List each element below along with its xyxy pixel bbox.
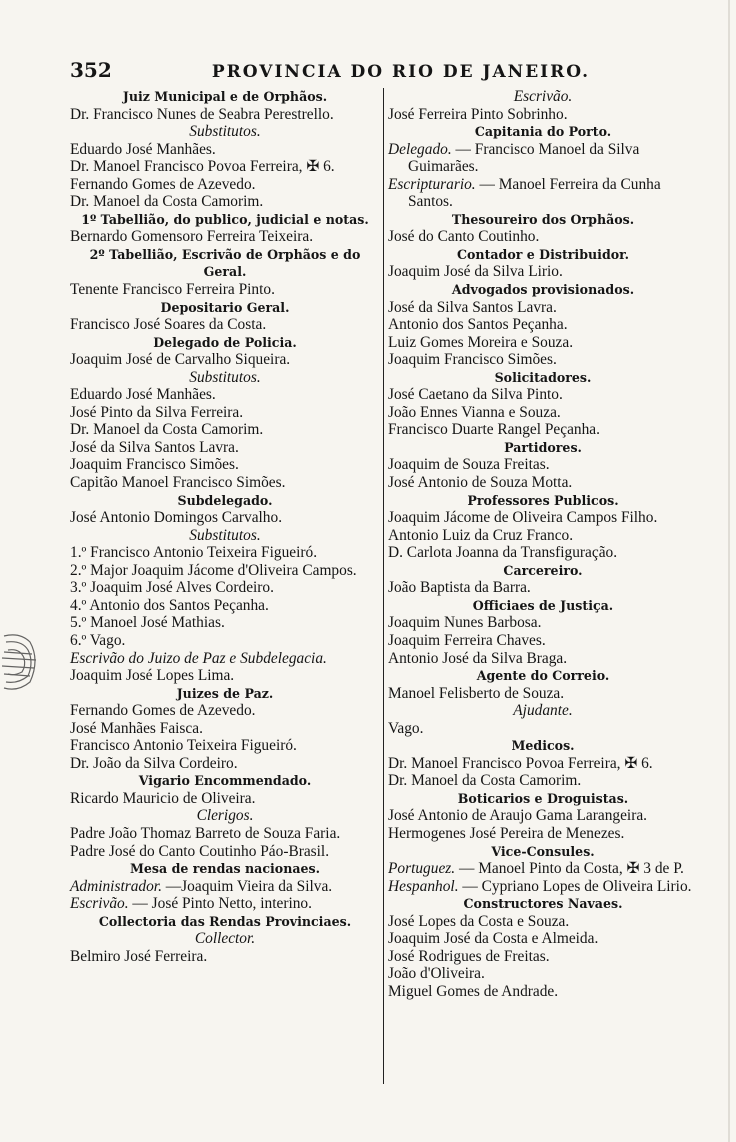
entry-line: Antonio Luiz da Cruz Franco. bbox=[388, 526, 574, 544]
entry-line: Joaquim Nunes Barbosa. bbox=[388, 614, 542, 632]
entry-line: Manoel Felisberto de Souza. bbox=[388, 684, 565, 702]
entry-line: Antonio José da Silva Braga. bbox=[388, 649, 568, 667]
entry-line: João Ennes Vianna e Souza. bbox=[388, 403, 561, 421]
entry-line: José Lopes da Costa e Souza. bbox=[388, 912, 570, 930]
role-label: Hespanhol. bbox=[388, 877, 459, 895]
section-heading: Officiaes de Justiça. bbox=[472, 597, 614, 613]
entry-line: Joaquim de Souza Freitas. bbox=[388, 456, 550, 474]
role-label: Escripturario. bbox=[388, 175, 476, 193]
role-entry bbox=[388, 860, 698, 878]
role-label: Portuguez. bbox=[388, 860, 456, 878]
section-heading: Delegado de Policia. bbox=[153, 334, 297, 350]
entry-line: José Caetano da Silva Pinto. bbox=[388, 386, 563, 404]
entry-line: José do Canto Coutinho. bbox=[388, 228, 540, 246]
role-name: — Manoel Pinto da Costa, ✠ 3 de P. bbox=[455, 860, 684, 878]
section-heading: Professores Publicos. bbox=[467, 492, 619, 508]
entry-line: José da Silva Santos Lavra. bbox=[70, 438, 239, 456]
role-entry bbox=[388, 176, 698, 211]
entry-line: José Antonio de Araujo Gama Larangeira. bbox=[388, 807, 647, 825]
section-heading: Subdelegado. bbox=[177, 492, 273, 508]
role-name: — Cypriano Lopes de Oliveira Lirio. bbox=[458, 877, 692, 895]
page-header bbox=[70, 58, 600, 82]
entry-line: Bernardo Gomensoro Ferreira Teixeira. bbox=[70, 228, 314, 246]
entry-line: José Antonio de Souza Motta. bbox=[388, 474, 573, 492]
role-entry bbox=[70, 895, 380, 913]
entry-line: Dr. Manoel da Costa Camorim. bbox=[388, 772, 582, 790]
section-heading: Vigario Encommendado. bbox=[138, 773, 312, 789]
role-name: —Joaquim Vieira da Silva. bbox=[161, 877, 333, 895]
entry-line: Joaquim Francisco Simões. bbox=[388, 351, 557, 369]
entry-line: José Ferreira Pinto Sobrinho. bbox=[388, 105, 568, 123]
running-title: PROVINCIA DO RIO DE JANEIRO. bbox=[211, 62, 590, 82]
entry-line: 3.º Joaquim José Alves Cordeiro. bbox=[70, 579, 274, 597]
subheading: Substitutos. bbox=[189, 526, 261, 544]
section-heading: Juizes de Paz. bbox=[176, 685, 274, 701]
entry-line: 4.º Antonio dos Santos Peçanha. bbox=[70, 596, 269, 614]
entry-line: Tenente Francisco Ferreira Pinto. bbox=[70, 281, 275, 299]
entry-line: Dr. Manoel da Costa Camorim. bbox=[70, 421, 264, 439]
right-column bbox=[388, 88, 698, 1000]
section-heading: Depositario Geral. bbox=[160, 299, 290, 315]
subheading: Ajudante. bbox=[513, 702, 573, 720]
entry-line: Joaquim Francisco Simões. bbox=[70, 456, 239, 474]
page-edge bbox=[728, 0, 730, 1142]
entry-line: Fernando Gomes de Azevedo. bbox=[70, 175, 256, 193]
entry-line: 6.º Vago. bbox=[70, 631, 126, 649]
section-heading: Vice-Consules. bbox=[491, 843, 595, 859]
subheading: Substitutos. bbox=[189, 123, 261, 141]
section-heading: 2º Tabellião, Escrivão de Orphãos e do Geral. bbox=[89, 246, 361, 280]
role-entry bbox=[388, 878, 698, 896]
role-name: — Francisco Manoel da Silva Guimarães. bbox=[408, 140, 640, 176]
page-number: 352 bbox=[70, 58, 112, 82]
entry-line: Dr. Francisco Nunes de Seabra Perestrello. bbox=[70, 105, 334, 123]
section-heading: Collectoria das Rendas Provinciaes. bbox=[98, 913, 352, 929]
role-name: — Manoel Ferreira da Cunha Santos. bbox=[408, 175, 661, 211]
entry-line: Antonio dos Santos Peçanha. bbox=[388, 316, 568, 334]
section-heading: Capitania do Porto. bbox=[474, 124, 612, 140]
entry-line: Luiz Gomes Moreira e Souza. bbox=[388, 333, 574, 351]
entry-line: Ricardo Mauricio de Oliveira. bbox=[70, 789, 256, 807]
entry-line: José Rodrigues de Freitas. bbox=[388, 947, 550, 965]
role-label: Escrivão. bbox=[70, 895, 129, 913]
column-divider bbox=[383, 88, 384, 1084]
entry-line: Dr. Manoel Francisco Povoa Ferreira, ✠ 6. bbox=[388, 754, 653, 772]
section-heading: Carcereiro. bbox=[503, 562, 583, 578]
entry-line: 2.º Major Joaquim Jácome d'Oliveira Campos. bbox=[70, 561, 357, 579]
entry-line: Padre José do Canto Coutinho Páo-Brasil. bbox=[70, 842, 330, 860]
section-heading: Juiz Municipal e de Orphãos. bbox=[122, 89, 328, 104]
entry-line: Joaquim Jácome de Oliveira Campos Filho. bbox=[388, 509, 658, 527]
role-entry bbox=[70, 878, 380, 896]
section-heading: Partidores. bbox=[504, 439, 582, 455]
entry-line: Hermogenes José Pereira de Menezes. bbox=[388, 824, 625, 842]
italic-entry: Escrivão do Juizo de Paz e Subdelegacia. bbox=[70, 649, 327, 667]
subheading: Clerigos. bbox=[196, 807, 254, 825]
section-heading: Solicitadores. bbox=[494, 369, 592, 385]
section-heading: Contador e Distribuidor. bbox=[456, 246, 630, 262]
entry-line: João d'Oliveira. bbox=[388, 965, 485, 983]
entry-line: José da Silva Santos Lavra. bbox=[388, 298, 557, 316]
section-heading: Constructores Navaes. bbox=[463, 896, 623, 912]
entry-line: 5.º Manoel José Mathias. bbox=[70, 614, 225, 632]
entry-line: Eduardo José Manhães. bbox=[70, 140, 216, 158]
entry-line: Joaquim José de Carvalho Siqueira. bbox=[70, 351, 291, 369]
entry-line: Fernando Gomes de Azevedo. bbox=[70, 702, 256, 720]
entry-line: D. Carlota Joanna da Transfiguração. bbox=[388, 544, 618, 562]
section-heading: Medicos. bbox=[511, 738, 575, 754]
entry-line: José Antonio Domingos Carvalho. bbox=[70, 509, 283, 527]
role-label: Delegado. bbox=[388, 140, 452, 158]
entry-line: 1.º Francisco Antonio Teixeira Figueiró. bbox=[70, 544, 318, 562]
entry-line: Dr. Manoel da Costa Camorim. bbox=[70, 193, 264, 211]
entry-line: Dr. Manoel Francisco Povoa Ferreira, ✠ 6. bbox=[70, 158, 335, 176]
entry-line: Joaquim José da Silva Lirio. bbox=[388, 263, 563, 281]
entry-line: João Baptista da Barra. bbox=[388, 579, 531, 597]
entry-line: Joaquim José da Costa e Almeida. bbox=[388, 930, 599, 948]
entry-line: José Manhães Faisca. bbox=[70, 719, 203, 737]
role-label: Administrador. bbox=[70, 877, 162, 895]
section-heading: Mesa de rendas nacionaes. bbox=[129, 861, 320, 877]
subheading: Escrivão. bbox=[513, 88, 573, 105]
section-heading: Agente do Correio. bbox=[476, 668, 610, 684]
section-heading: 1º Tabellião, do publico, judicial e notas. bbox=[81, 211, 369, 227]
subheading: Collector. bbox=[194, 930, 256, 948]
entry-line: José Pinto da Silva Ferreira. bbox=[70, 403, 244, 421]
margin-stain-mark bbox=[0, 630, 42, 694]
entry-line: Capitão Manoel Francisco Simões. bbox=[70, 474, 286, 492]
entry-line: Joaquim Ferreira Chaves. bbox=[388, 631, 546, 649]
subheading: Substitutos. bbox=[189, 368, 261, 386]
role-entry bbox=[388, 141, 698, 176]
entry-line: Dr. João da Silva Cordeiro. bbox=[70, 754, 238, 772]
entry-line: Padre João Thomaz Barreto de Souza Faria. bbox=[70, 824, 341, 842]
section-heading: Thesoureiro dos Orphãos. bbox=[451, 211, 635, 227]
entry-line: Francisco Duarte Rangel Peçanha. bbox=[388, 421, 600, 439]
entry-line: Miguel Gomes de Andrade. bbox=[388, 982, 559, 1000]
left-column bbox=[70, 88, 380, 965]
entry-line: Belmiro José Ferreira. bbox=[70, 947, 208, 965]
entry-line: Francisco Antonio Teixeira Figueiró. bbox=[70, 737, 297, 755]
section-heading: Boticarios e Droguistas. bbox=[457, 790, 629, 806]
entry-line: Eduardo José Manhães. bbox=[70, 386, 216, 404]
role-name: — José Pinto Netto, interino. bbox=[128, 895, 312, 913]
entry-line: Vago. bbox=[388, 719, 424, 737]
entry-line: Francisco José Soares da Costa. bbox=[70, 316, 267, 334]
entry-line: Joaquim José Lopes Lima. bbox=[70, 667, 235, 685]
section-heading: Advogados provisionados. bbox=[451, 282, 635, 298]
